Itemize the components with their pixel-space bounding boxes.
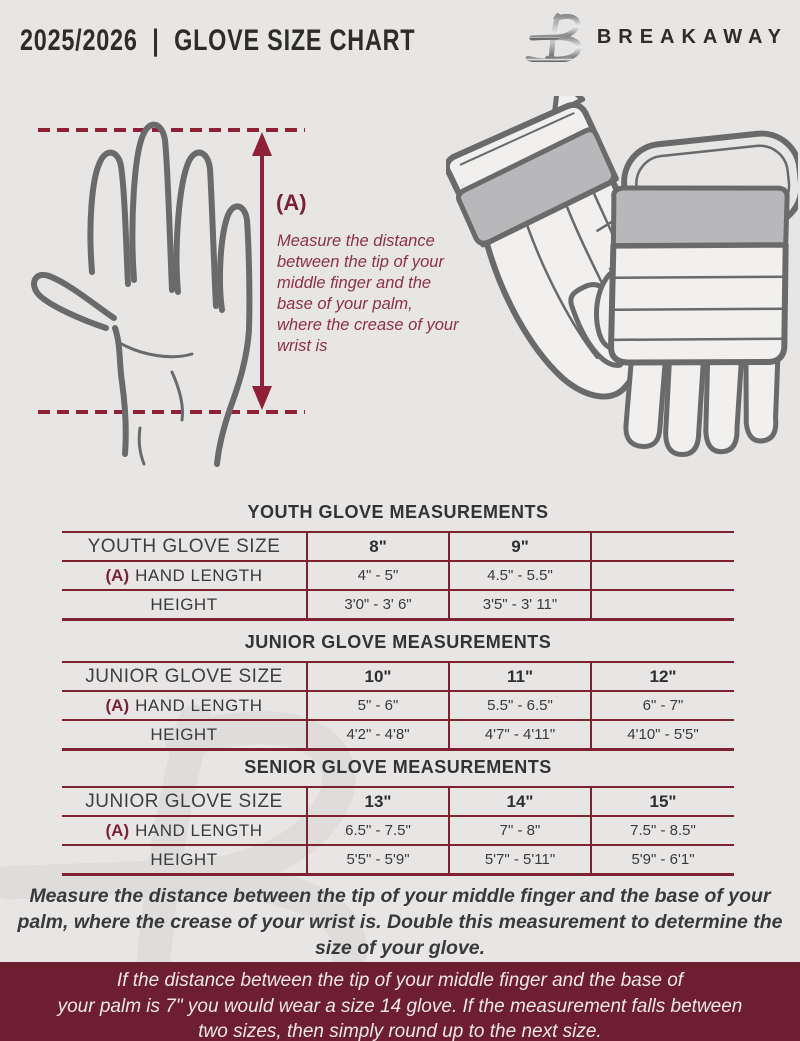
youth-table-title: YOUTH GLOVE MEASUREMENTS: [247, 502, 549, 522]
height-value: 4'10" - 5'5": [627, 726, 699, 743]
hand-length-value: 5" - 6": [357, 697, 399, 714]
a-prefix: (A): [105, 695, 130, 715]
size-value: 14": [506, 791, 534, 811]
table-row-hand-length: [62, 690, 734, 719]
table-row-hand-length: [62, 815, 734, 844]
height-value: 4'7" - 4'11": [484, 726, 556, 743]
measurement-a-label: (A): [276, 190, 307, 215]
height-value: 5'9" - 6'1": [631, 851, 695, 868]
right-glove: [589, 120, 798, 460]
size-value: 12": [649, 666, 677, 686]
hand-length-label: HAND LENGTH: [135, 820, 263, 840]
size-value: 13": [364, 791, 392, 811]
height-label: HEIGHT: [150, 594, 218, 614]
breakaway-b-logo-icon: [525, 12, 585, 62]
junior-measurements-section: [62, 632, 734, 751]
size-row-label: YOUTH GLOVE SIZE: [87, 535, 281, 557]
height-label: HEIGHT: [150, 724, 218, 744]
hand-length-label: HAND LENGTH: [135, 695, 263, 715]
youth-table: [62, 531, 734, 621]
size-value: 15": [649, 791, 677, 811]
hand-length-value: 7.5" - 8.5": [630, 822, 696, 839]
senior-measurements-section: [62, 757, 734, 876]
measurement-arrow: [252, 132, 272, 410]
table-row-size: [62, 533, 734, 560]
size-value: 9": [511, 536, 529, 556]
measurement-instruction: Measure the distance between the tip of your middle finger and the base of your palm, where the crease of your wrist is: [277, 232, 459, 355]
height-value: 3'0" - 3' 6": [344, 596, 412, 613]
size-value: 8": [369, 536, 387, 556]
junior-table-title: JUNIOR GLOVE MEASUREMENTS: [244, 632, 552, 652]
hand-length-value: 4" - 5": [357, 567, 399, 584]
hand-length-value: 7" - 8": [499, 822, 541, 839]
hand-length-value: 5.5" - 6.5": [487, 697, 553, 714]
hand-length-value: 6" - 7": [642, 697, 684, 714]
height-value: 5'5" - 5'9": [346, 851, 410, 868]
table-row-height: [62, 719, 734, 748]
page-title: 2025/2026 | GLOVE SIZE CHART: [20, 24, 416, 57]
size-value: 11": [506, 666, 534, 686]
a-prefix: (A): [105, 565, 130, 585]
senior-table-title: SENIOR GLOVE MEASUREMENTS: [244, 757, 552, 777]
hand-measurement-illustration: [20, 112, 320, 470]
table-row-hand-length: [62, 560, 734, 589]
youth-measurements-section: [62, 502, 734, 621]
table-row-size: [62, 663, 734, 690]
height-label: HEIGHT: [150, 849, 218, 869]
brand-lockup: [525, 12, 788, 62]
palm-creases: [118, 342, 192, 464]
senior-table: [62, 786, 734, 876]
table-row-height: [62, 589, 734, 618]
height-value: 5'7" - 5'11": [484, 851, 556, 868]
hand-length-value: 4.5" - 5.5": [487, 567, 553, 584]
size-row-label: JUNIOR GLOVE SIZE: [85, 790, 283, 812]
hockey-gloves-illustration: [446, 96, 798, 468]
junior-table: [62, 661, 734, 751]
a-prefix: (A): [105, 820, 130, 840]
height-value: 3'5" - 3' 11": [482, 596, 558, 613]
table-row-height: [62, 844, 734, 873]
height-value: 4'2" - 4'8": [346, 726, 410, 743]
measuring-footnote: Measure the distance between the tip of your middle finger and the base of your palm, where the crease of your wrist is. Double this measurement to determine the size of your glove.: [17, 885, 783, 959]
table-row-size: [62, 788, 734, 815]
sizing-tip-footer: If the distance between the tip of your middle finger and the base of your palm is 7" you would wear a size 14 glove. If the measurement falls between two sizes, then simply round up to the next size.: [0, 962, 800, 1041]
brand-name: BREAKAWAY: [596, 25, 788, 48]
size-value: 10": [364, 666, 392, 686]
size-row-label: JUNIOR GLOVE SIZE: [85, 665, 283, 687]
hand-length-value: 6.5" - 7.5": [345, 822, 411, 839]
hand-length-label: HAND LENGTH: [135, 565, 263, 585]
